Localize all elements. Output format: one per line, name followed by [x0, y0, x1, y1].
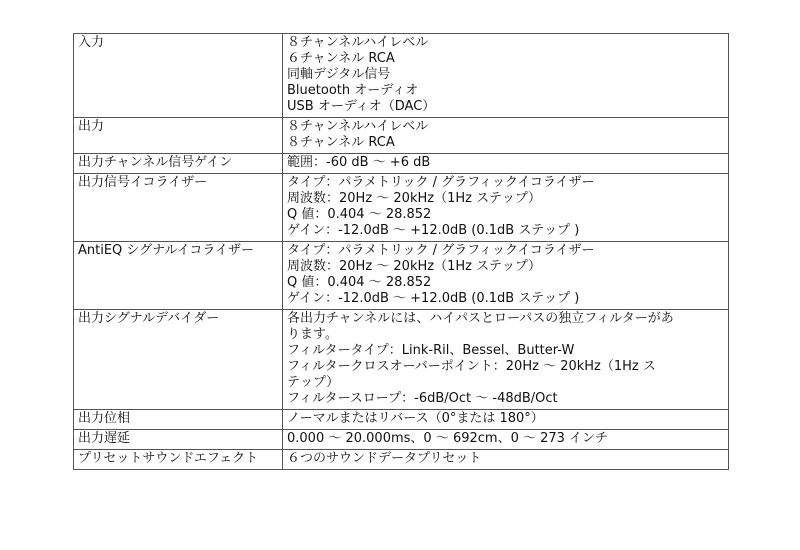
- row-label: 出力遅延: [74, 430, 283, 450]
- row-label: AntiEQ シグナルイコライザー: [74, 242, 283, 310]
- value-line: フィルタークロスオーバーポイント：20Hz ～ 20kHz（1Hz ス: [287, 359, 656, 374]
- value-line: ６チャンネル RCA: [287, 51, 395, 66]
- value-line: フィルタータイプ：Link-Ril、Bessel、Butter-W: [287, 343, 575, 358]
- table-row: [74, 154, 729, 174]
- row-value: [283, 242, 729, 310]
- table-row: [74, 410, 729, 430]
- value-line: 範囲：-60 dB ～ +6 dB: [287, 155, 431, 170]
- value-line: ８チャンネルハイレベル: [287, 119, 429, 134]
- table-row: [74, 450, 729, 470]
- value-line: タイプ：パラメトリック / グラフィックイコライザー: [287, 175, 595, 190]
- value-line: テップ）: [287, 375, 340, 390]
- value-line: ゲイン：-12.0dB ～ +12.0dB (0.1dB ステップ ): [287, 291, 580, 306]
- row-value: [283, 34, 729, 118]
- row-label: 出力シグナルデバイダー: [74, 310, 283, 410]
- value-line: ８チャンネル RCA: [287, 135, 395, 150]
- table-row: [74, 310, 729, 410]
- value-line: 同軸デジタル信号: [287, 67, 391, 82]
- table-row: [74, 430, 729, 450]
- table-row: [74, 118, 729, 154]
- spec-table-body: [74, 34, 729, 470]
- value-line: 周波数：20Hz ～ 20kHz（1Hz ステップ）: [287, 259, 541, 274]
- row-label: 出力位相: [74, 410, 283, 430]
- row-label: 出力信号イコライザー: [74, 174, 283, 242]
- table-row: [74, 242, 729, 310]
- value-line: USB オーディオ（DAC）: [287, 99, 436, 114]
- value-line: タイプ：パラメトリック / グラフィックイコライザー: [287, 243, 595, 258]
- value-line: 0.000 ～ 20.000ms、0 ～ 692cm、0 ～ 273 インチ: [287, 431, 609, 446]
- value-line: ゲイン：-12.0dB ～ +12.0dB (0.1dB ステップ ): [287, 223, 580, 238]
- row-value: [283, 154, 729, 174]
- value-line: 周波数：20Hz ～ 20kHz（1Hz ステップ）: [287, 191, 541, 206]
- value-line: フィルタースロープ：-6dB/Oct ～ -48dB/Oct: [287, 391, 558, 406]
- value-line: ります。: [287, 327, 338, 342]
- value-line: ８チャンネルハイレベル: [287, 35, 429, 50]
- value-line: ノーマルまたはリバース（0°または 180°）: [287, 411, 544, 426]
- row-value: [283, 430, 729, 450]
- value-line: Q 値：0.404 ～ 28.852: [287, 275, 432, 290]
- value-line: ６つのサウンドデータプリセット: [287, 451, 482, 466]
- value-line: 各出力チャンネルには、ハイパスとローパスの独立フィルターがあ: [287, 311, 674, 326]
- value-line: Q 値：0.404 ～ 28.852: [287, 207, 432, 222]
- row-value: [283, 310, 729, 410]
- row-label: 入力: [74, 34, 283, 118]
- row-value: [283, 118, 729, 154]
- row-value: [283, 410, 729, 430]
- table-row: [74, 174, 729, 242]
- row-label: 出力チャンネル信号ゲイン: [74, 154, 283, 174]
- row-value: [283, 450, 729, 470]
- table-row: [74, 34, 729, 118]
- spec-table: [73, 33, 729, 470]
- row-label: プリセットサウンドエフェクト: [74, 450, 283, 470]
- row-label: 出力: [74, 118, 283, 154]
- value-line: Bluetooth オーディオ: [287, 83, 419, 98]
- row-value: [283, 174, 729, 242]
